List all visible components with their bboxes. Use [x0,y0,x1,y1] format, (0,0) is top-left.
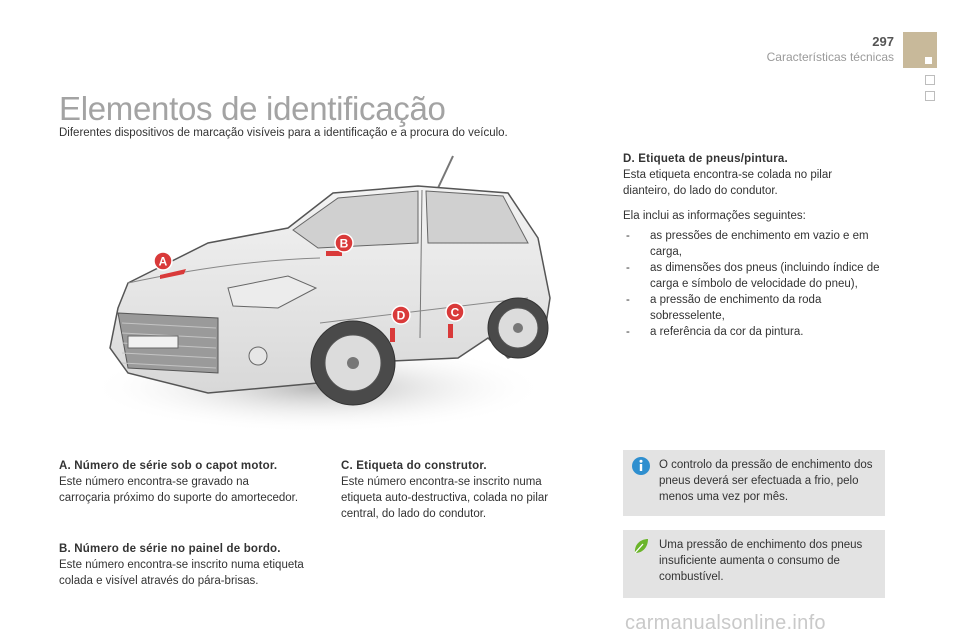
label-patch-b [326,251,342,256]
marker-a [154,252,172,270]
list-item: - a referência da cor da pintura. [623,324,888,340]
item-d-section [623,151,888,340]
item-b-line1: Este número encontra-se inscrito numa etiqueta [59,559,304,571]
svg-text:C: C [450,305,460,320]
item-a-line1: Este número encontra-se gravado na [59,476,249,488]
item-a-line2: carroçaria próximo do suporte do amortecedor. [59,492,299,504]
item-a-heading: A. Número de série sob o capot motor. [59,460,278,472]
watermark: carmanualsonline.info [625,612,826,634]
item-d-intro: Ela inclui as informações seguintes: [623,210,806,222]
item-d-line1: Esta etiqueta encontra-se colada no pilar [623,169,833,181]
list-item: - as dimensões dos pneus (incluindo índice de carga e símbolo de velocidade do pneu), [623,260,888,292]
svg-text:B: B [339,236,349,251]
svg-text:A: A [158,254,168,269]
list-item: - a pressão de enchimento da roda sobresselente, [623,292,888,324]
marker-c [446,303,464,321]
item-d-list [623,228,888,340]
item-b-section [59,541,329,589]
eco-note-text: Uma pressão de enchimento dos pneus insuficiente aumenta o consumo de combustível. [659,539,863,583]
item-c-line2: etiqueta auto-destructiva, colada no pilar [341,492,549,504]
item-c-section [341,458,581,522]
list-item: - as pressões de enchimento em vazio e em carga, [623,228,888,260]
section-title: Características técnicas [766,50,894,64]
marker-b [335,234,353,252]
label-patch-d [390,328,395,342]
chapter-tab [903,32,937,68]
page-title: Elementos de identificação [59,90,446,127]
label-patch-c [448,324,453,338]
item-c-line3: central, do lado do condutor. [341,508,487,520]
item-d-line2: dianteiro, do lado do condutor. [623,185,778,197]
info-icon [631,456,651,476]
nav-box-2 [925,91,935,101]
item-a-section [59,458,329,506]
page-number: 297 [872,34,894,49]
leaf-icon [631,536,651,556]
intro-text: Diferentes dispositivos de marcação visíveis para a identificação e a procura do veículo. [59,127,508,139]
item-c-line1: Este número encontra-se inscrito numa [341,476,542,488]
item-d-heading: D. Etiqueta de pneus/pintura. [623,153,788,165]
nav-box-1 [925,75,935,85]
info-note [623,450,885,516]
eco-note [623,530,885,598]
item-b-heading: B. Número de série no painel de bordo. [59,543,281,555]
tab-marker [925,57,932,64]
item-b-line2: colada e visível através do pára-brisas. [59,575,259,587]
info-note-text: O controlo da pressão de enchimento dos pneus deverá ser efectuada a frio, pelo menos uma vez por mês. [659,459,873,503]
svg-text:D: D [396,308,406,323]
item-c-heading: C. Etiqueta do construtor. [341,460,487,472]
car-illustration [88,148,558,438]
marker-d [392,306,410,324]
